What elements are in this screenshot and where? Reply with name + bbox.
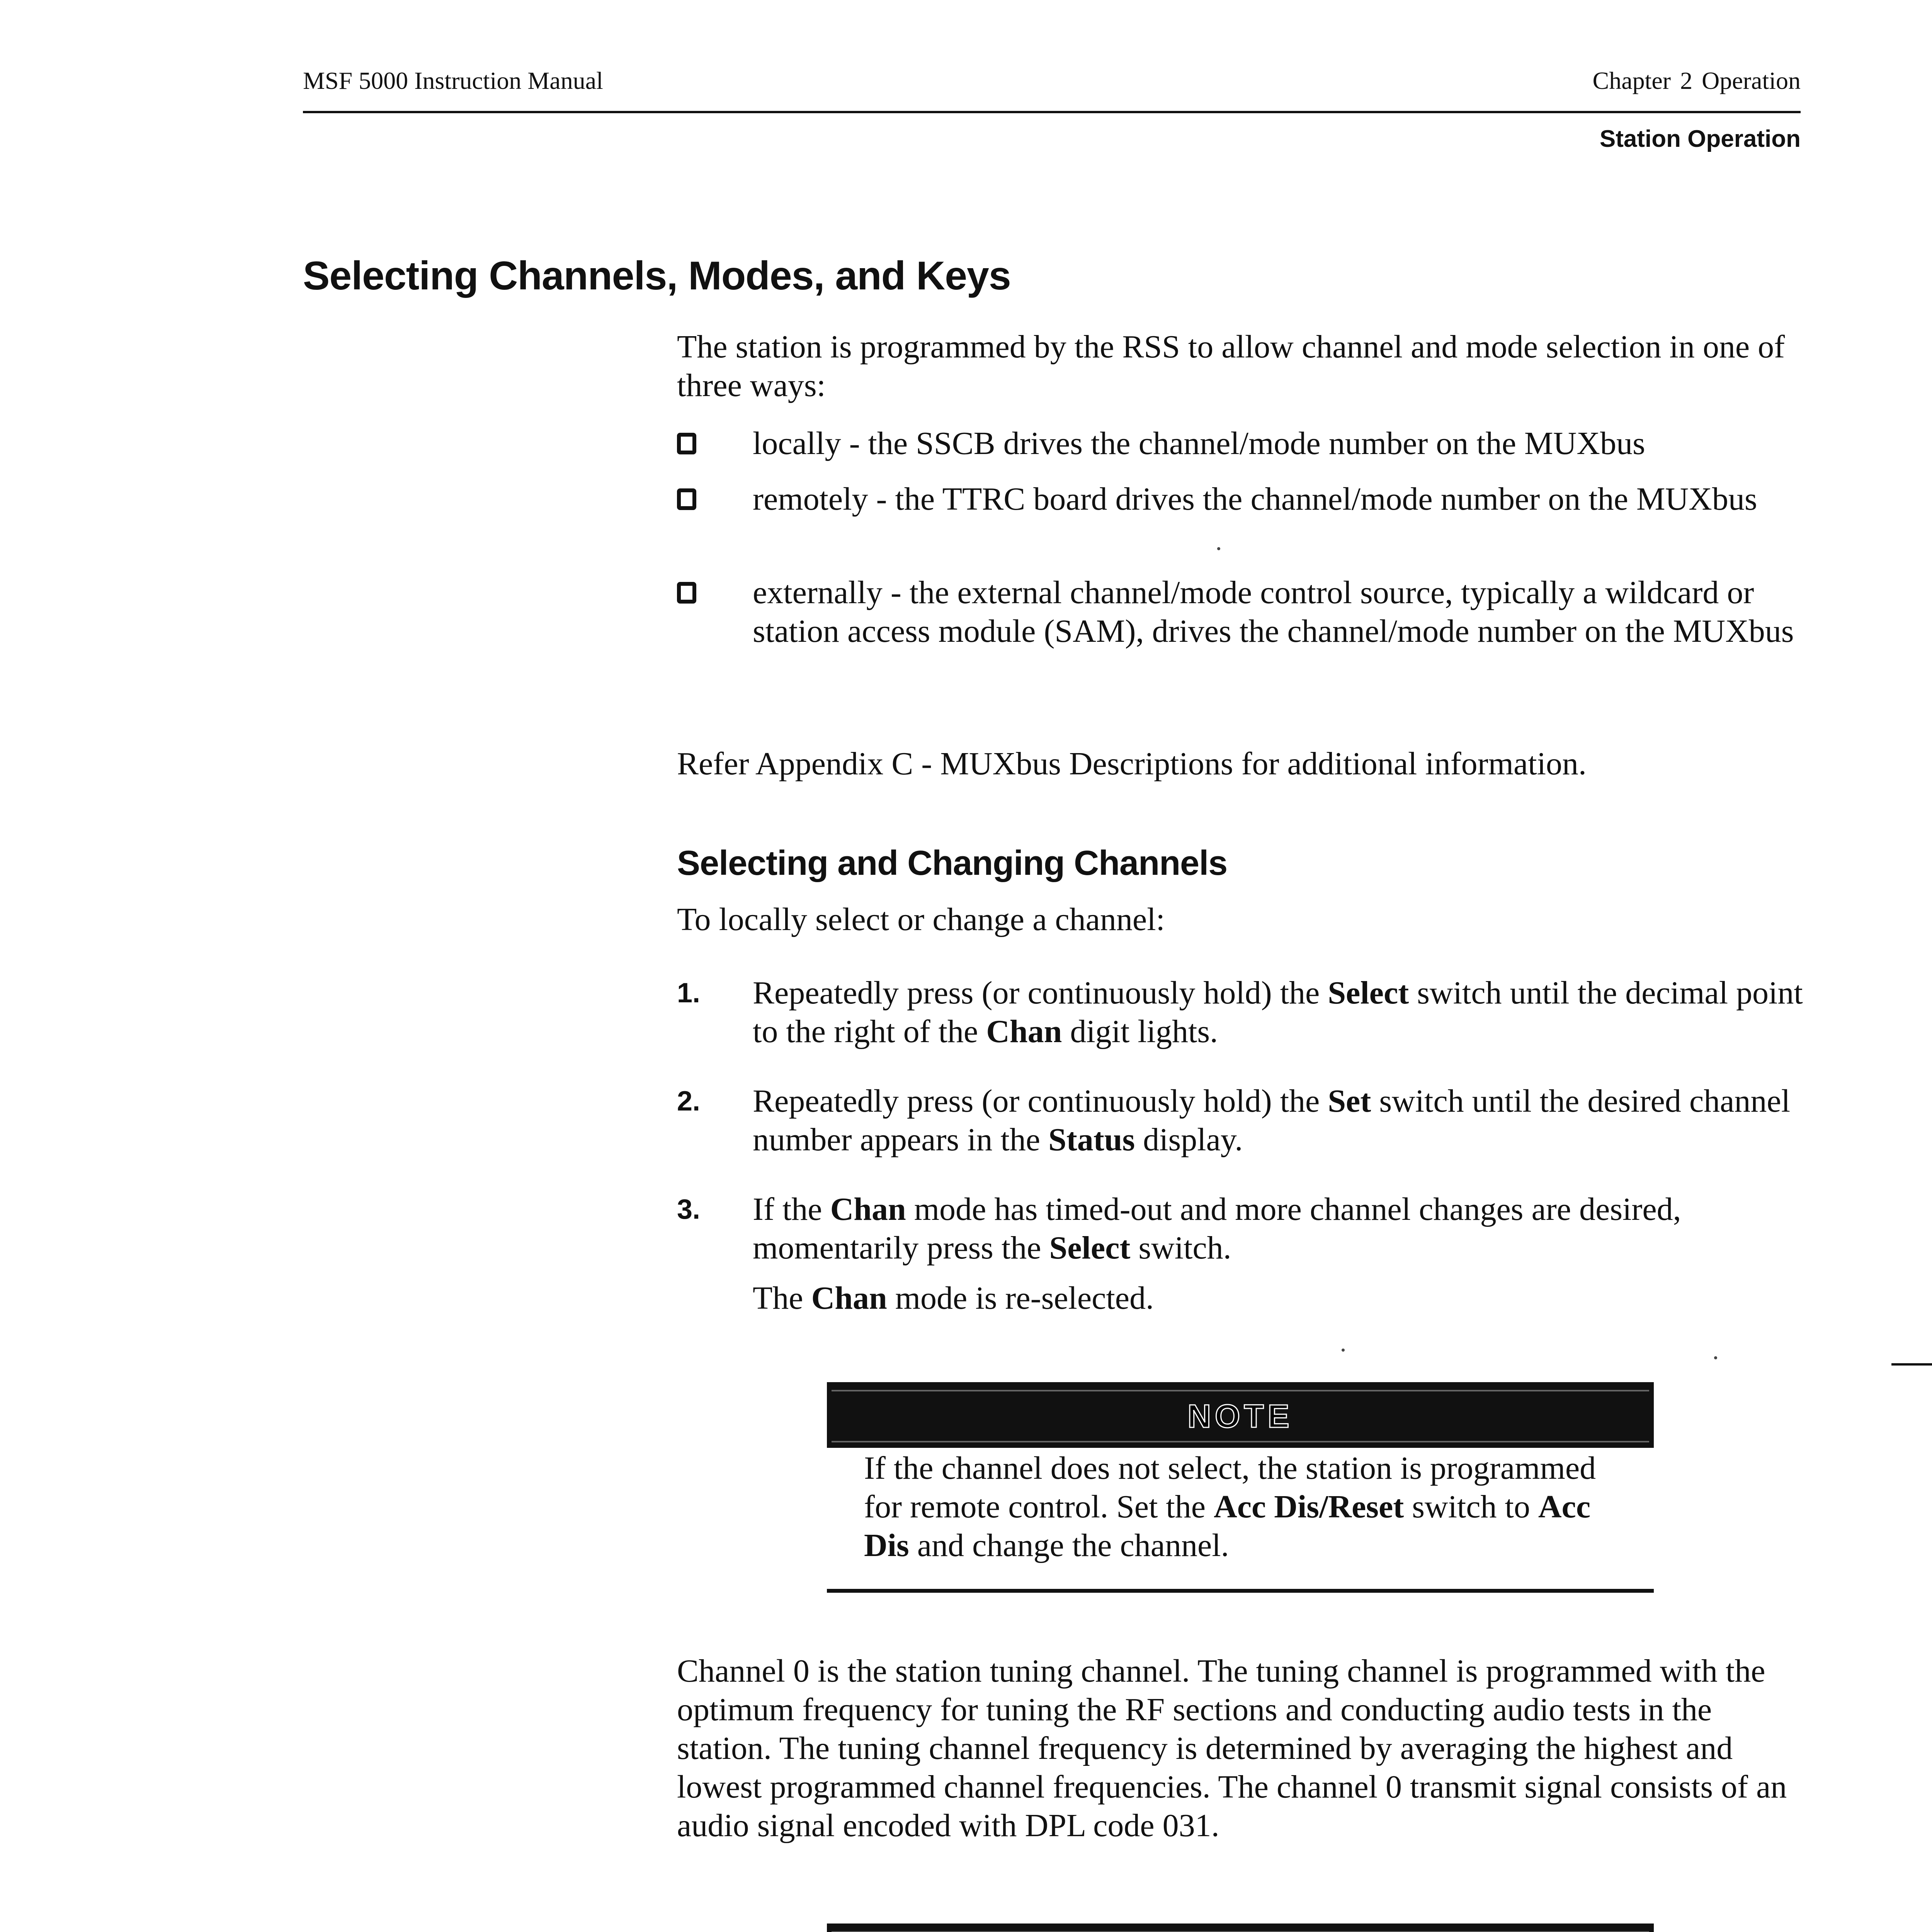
step-number: 1. [677,978,701,1009]
step-number: 2. [677,1086,701,1117]
scan-speck [1714,1356,1717,1359]
bullet-text: locally - the SSCB drives the channel/mode number on the MUXbus [753,425,1645,461]
checkbox-bullet-icon [677,433,696,454]
note-banner [827,1923,1654,1932]
note-bottom-rule [827,1589,1654,1593]
bullet-text: remotely - the TTRC board drives the channel/mode number on the MUXbus [753,481,1757,517]
scan-speck [1217,547,1220,550]
step-text: If the Chan mode has timed-out and more channel changes are desired, momentarily press the Select switch. [753,1191,1681,1266]
scan-speck [1342,1349,1345,1352]
step-text: Repeatedly press (or continuously hold) the Set switch until the desired channel number appears in the Status display. [753,1083,1791,1158]
page-title: Selecting Channels, Modes, and Keys [303,253,1011,298]
manual-title: MSF 5000 Instruction Manual [303,67,603,94]
section-label: Station Operation [1599,126,1801,152]
note-banner [827,1382,1654,1448]
step-result: The Chan mode is re-selected. [753,1280,1154,1316]
note-label: NOTE [1187,1398,1293,1434]
subsection-lead: To locally select or change a channel: [677,901,1165,937]
subsection-title: Selecting and Changing Channels [677,844,1228,883]
checkbox-bullet-icon [677,582,696,604]
channel0-paragraph: Channel 0 is the station tuning channel. The tuning channel is programmed with the optimum frequency for tuning the RF sections and conducting audio tests in the station. The tuning channel frequency is determined by averaging the highest and lowest programmed channel frequencies. The channel 0 transmit signal consists of an audio signal encoded with DPL code 031. [677,1653,1787,1844]
note-text: If the channel does not select, the station is programmed for remote control. Set the Acc Dis/Reset switch to Acc Dis and change the channel. [864,1450,1596,1563]
intro-paragraph: The station is programmed by the RSS to allow channel and mode selection in one of three ways: [677,329,1785,403]
chapter-label: Chapter 2 Operation [1592,67,1801,94]
margin-mark [1891,1363,1932,1366]
step-number: 3. [677,1194,701,1225]
checkbox-bullet-icon [677,488,696,510]
header-rule [303,111,1801,113]
step-text: Repeatedly press (or continuously hold) the Select switch until the decimal point to the right of the Chan digit lights. [753,975,1803,1049]
bullet-text: externally - the external channel/mode control source, typically a wildcard or station access module (SAM), drives the channel/mode number on the MUXbus [753,575,1794,649]
refer-paragraph: Refer Appendix C - MUXbus Descriptions for additional information. [677,746,1587,782]
